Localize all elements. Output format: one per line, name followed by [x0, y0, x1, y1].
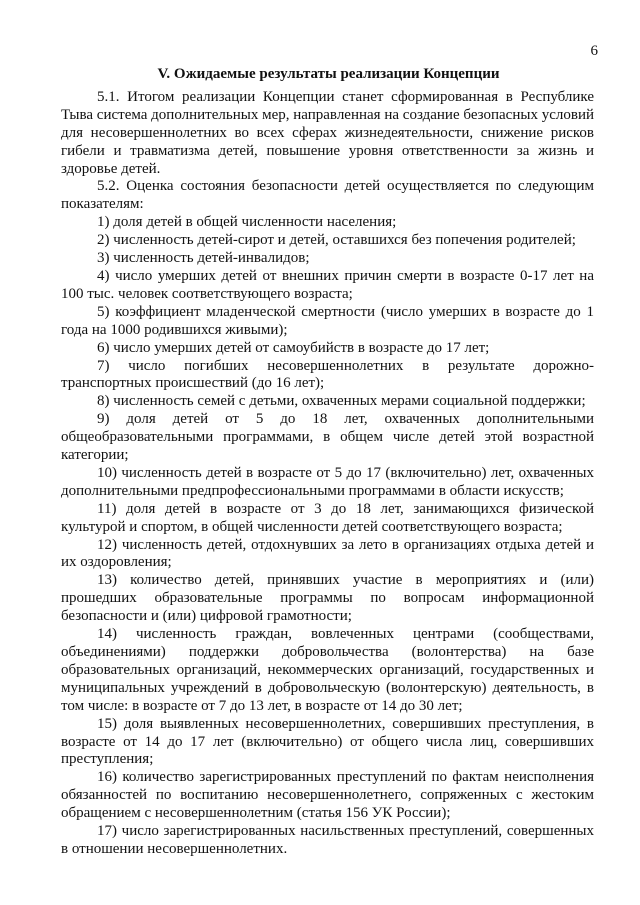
item-text: количество детей, принявших участие в мероприятиях и (или) прошедших образовательные программы по вопросам информационной безопасности и (или) цифровой грамотности; [61, 572, 595, 625]
list-item [61, 232, 594, 250]
item-number: 14) [97, 626, 117, 643]
item-number: 2) [97, 232, 110, 249]
item-number: 7) [97, 357, 110, 374]
list-item [61, 250, 594, 268]
list-item [61, 340, 594, 358]
item-text: численность детей-сирот и детей, оставшихся без попечения родителей; [113, 232, 576, 249]
list-item [61, 358, 594, 394]
list-item [61, 465, 594, 501]
list-item [61, 716, 594, 770]
item-text: доля детей от 5 до 18 лет, охваченных дополнительными общеобразовательными программами, в общем числе детей этой возрастной категории; [61, 411, 594, 464]
item-text: численность граждан, вовлеченных центрами (сообществами, объединениями) поддержки добровольчества (волонтерства) на базе образовательных организаций, некоммерческих организаций, государственных и муниципальных учреждений в добровольческую (волонтерскую) деятельность, в том числе: в возрасте от 7 до 13 лет, в возрасте от 14 до 30 лет; [61, 626, 594, 714]
item-number: 15) [97, 715, 117, 732]
item-number: 9) [97, 411, 110, 428]
item-text: число умерших детей от внешних причин смерти в возрасте 0-17 лет на 100 тыс. человек соответствующего возраста; [61, 267, 594, 302]
item-number: 12) [97, 536, 117, 553]
list-item [61, 393, 594, 411]
item-text: доля выявленных несовершеннолетних, совершивших преступления, в возрасте от 14 до 17 лет (включительно) от общего числа лиц, совершивших преступления; [61, 715, 594, 768]
item-number: 16) [97, 769, 117, 786]
item-number: 1) [97, 214, 110, 231]
item-text: число умерших детей от самоубийств в возрасте до 17 лет; [113, 339, 490, 356]
item-text: число зарегистрированных насильственных преступлений, совершенных в отношении несовершеннолетних. [61, 823, 595, 857]
item-text: численность семей с детьми, охваченных мерами социальной поддержки; [113, 393, 586, 410]
paragraph-5-2: 5.2. Оценка состояния безопасности детей осуществляется по следующим показателям: [61, 178, 594, 213]
document-body [61, 66, 594, 859]
list-item [61, 411, 594, 465]
section-title: V. Ожидаемые результаты реализации Концепции [157, 66, 500, 82]
list-item [61, 823, 594, 859]
item-number: 17) [97, 823, 117, 840]
list-item [61, 572, 594, 626]
item-text: количество зарегистрированных преступлений по фактам неисполнения обязанностей по воспитанию несовершеннолетнего, сопряженных с жестоким обращением с несовершеннолетним (статья 156 УК России); [61, 769, 594, 822]
item-number: 6) [97, 339, 110, 356]
item-text: численность детей в возрасте от 5 до 17 (включительно) лет, охваченных дополнительными предпрофессиональными программами в области искусств; [61, 464, 594, 499]
item-number: 5) [97, 303, 110, 320]
item-number: 11) [97, 500, 117, 517]
item-text: коэффициент младенческой смертности (число умерших в возрасте до 1 года на 1000 родившихся живыми); [61, 303, 594, 338]
indicator-list [61, 214, 594, 859]
item-text: доля детей в общей численности населения; [113, 214, 397, 231]
item-number: 3) [97, 250, 110, 267]
item-text: число погибших несовершеннолетних в результате дорожно-транспортных происшествий (до 16 лет); [61, 357, 595, 392]
item-number: 10) [97, 464, 117, 481]
list-item [61, 626, 594, 716]
item-number: 13) [97, 572, 117, 589]
item-text: численность детей-инвалидов; [113, 250, 310, 267]
item-text: численность детей, отдохнувших за лето в организациях отдыха детей и их оздоровления; [61, 536, 595, 571]
page-number: 6 [590, 43, 598, 59]
item-number: 8) [97, 393, 110, 410]
list-item [61, 304, 594, 340]
item-text: доля детей в возрасте от 3 до 18 лет, занимающихся физической культурой и спортом, в общей численности детей соответствующего возраста; [61, 500, 594, 535]
list-item [61, 501, 594, 537]
list-item [61, 769, 594, 823]
list-item [61, 268, 594, 304]
item-number: 4) [97, 267, 110, 284]
list-item [61, 537, 594, 573]
paragraph-5-1: 5.1. Итогом реализации Концепции станет сформированная в Республике Тыва система дополнительных мер, направленная на создание безопасных условий для несовершеннолетних во всех сферах жизнедеятельности, снижение рисков гибели и травматизма детей, повышение уровня ответственности за жизнь и здоровье детей. [61, 88, 594, 177]
list-item [61, 214, 594, 232]
